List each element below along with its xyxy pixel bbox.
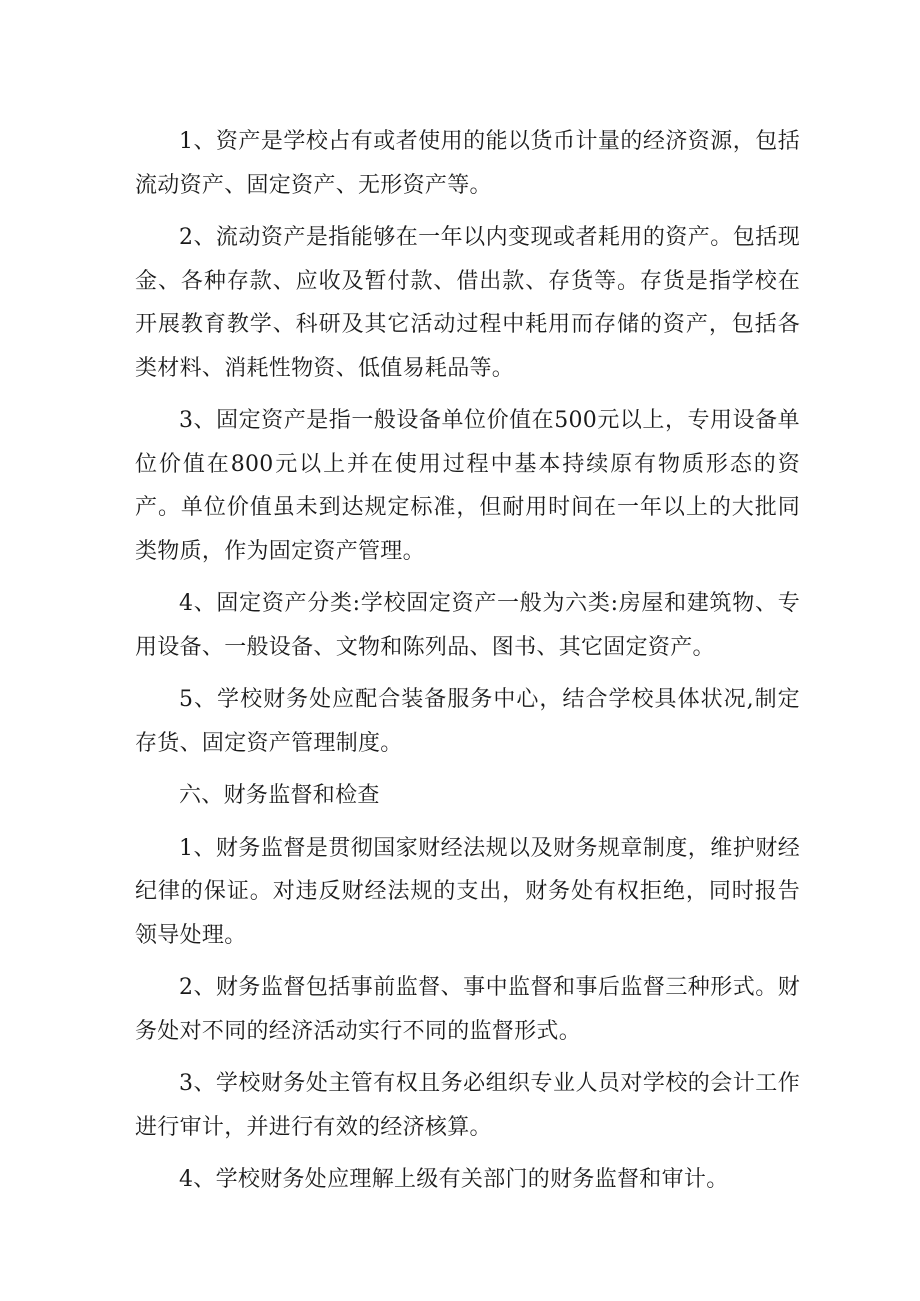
paragraph-supervision-forms: 2、财务监督包括事前监督、事中监督和事后监督三种形式。财务处对不同的经济活动实行不同的监督形式。 <box>135 975 800 1044</box>
section-heading-financial-supervision: 六、财务监督和检查 <box>179 783 380 808</box>
paragraph-fixed-assets: 3、固定资产是指一般设备单位价值在500元以上，专用设备单位价值在800元以上并在使用过程中基本持续原有物质形态的资产。单位价值虽未到达规定标准，但耐用时间在一年以上的大批同类物质，作为固定资产管理。 <box>135 408 800 564</box>
paragraph-fixed-assets-classification: 4、固定资产分类:学校固定资产一般为六类:房屋和建筑物、专用设备、一般设备、文物和陈列品、图书、其它固定资产。 <box>135 591 800 660</box>
paragraph-inventory-management: 5、学校财务处应配合装备服务中心，结合学校具体状况,制定存货、固定资产管理制度。 <box>135 687 800 756</box>
paragraph-assets-definition: 1、资产是学校占有或者使用的能以货币计量的经济资源，包括流动资产、固定资产、无形资产等。 <box>135 129 800 198</box>
paragraph-current-assets: 2、流动资产是指能够在一年以内变现或者耗用的资产。包括现金、各种存款、应收及暂付款、借出款、存货等。存货是指学校在开展教育教学、科研及其它活动过程中耗用而存储的资产，包括各类材料、消耗性物资、低值易耗品等。 <box>135 225 800 381</box>
document-body <box>135 120 800 1211</box>
paragraph-superior-audit: 4、学校财务处应理解上级有关部门的财务监督和审计。 <box>179 1167 729 1192</box>
paragraph-supervision-purpose: 1、财务监督是贯彻国家财经法规以及财务规章制度，维护财经纪律的保证。对违反财经法规的支出，财务处有权拒绝，同时报告领导处理。 <box>135 835 800 948</box>
paragraph-audit: 3、学校财务处主管有权且务必组织专业人员对学校的会计工作进行审计，并进行有效的经济核算。 <box>135 1071 800 1140</box>
